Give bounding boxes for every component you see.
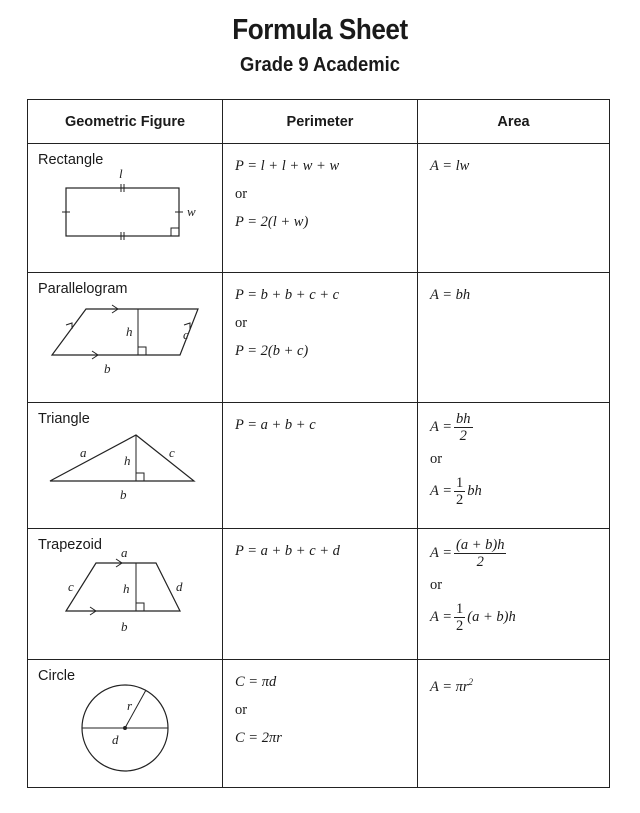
circle-diagram [28, 684, 221, 780]
fraction-denominator: 2 [456, 617, 464, 634]
label-d: d [112, 732, 119, 747]
area-formula [430, 668, 609, 696]
label-b: b [121, 619, 128, 634]
label-h: h [123, 581, 130, 596]
fraction-denominator: 2 [476, 553, 484, 570]
area-cell [418, 660, 610, 788]
or-text: or [235, 702, 248, 718]
area-formula: A = lw [430, 158, 470, 174]
area-fraction [454, 411, 473, 444]
parallelogram-diagram [28, 297, 221, 393]
perimeter-cell [223, 273, 418, 403]
formula-table [27, 99, 610, 788]
fraction-numerator: 1 [456, 474, 464, 491]
table-row-circle [28, 660, 610, 788]
area-cell [418, 529, 610, 660]
figure-name: Parallelogram [38, 281, 128, 297]
area-prefix-2: A = [430, 608, 453, 625]
label-l: l [119, 166, 123, 181]
figure-name: Triangle [38, 411, 90, 427]
area-cell [418, 403, 610, 529]
page-title: Formula Sheet [232, 14, 408, 46]
table-row-rectangle [28, 144, 610, 273]
perimeter-formula-1: P = a + b + c [235, 417, 316, 433]
label-c: c [68, 579, 74, 594]
area-formula-base: A = πr [430, 678, 469, 695]
rectangle-shape [66, 188, 179, 236]
perimeter-formula-1: P = l + l + w + w [235, 158, 340, 174]
label-h: h [126, 324, 133, 339]
perimeter-cell [223, 144, 418, 273]
table-row-parallelogram [28, 273, 610, 403]
label-r: r [127, 698, 133, 713]
table-row-triangle [28, 403, 610, 529]
label-d: d [176, 579, 183, 594]
perimeter-formula-1: P = b + b + c + c [235, 287, 340, 303]
figure-cell [28, 529, 223, 660]
area-fraction [454, 537, 506, 570]
figure-name: Trapezoid [38, 537, 102, 553]
area-prefix: A = [430, 544, 453, 561]
label-a: a [121, 545, 128, 560]
area-formula: A = bh [430, 287, 471, 303]
label-b: b [104, 361, 111, 376]
fraction-denominator: 2 [459, 427, 467, 444]
area-cell [418, 144, 610, 273]
header-geometric-figure: Geometric Figure [28, 100, 223, 144]
table-row-trapezoid [28, 529, 610, 660]
fraction-numerator: 1 [456, 600, 464, 617]
label-w: w [187, 204, 196, 219]
perimeter-formula-2: P = 2(b + c) [235, 343, 309, 359]
fraction-numerator: bh [456, 410, 471, 427]
label-c: c [183, 327, 189, 342]
parallelogram-shape [52, 309, 198, 355]
or-text: or [235, 315, 248, 331]
area-prefix: A = [430, 418, 453, 435]
label-b: b [120, 487, 127, 502]
figure-name: Rectangle [38, 152, 104, 168]
header-area: Area [418, 100, 610, 144]
area-cell [418, 273, 610, 403]
circumference-formula-1: C = πd [235, 674, 277, 690]
figure-name: Circle [38, 668, 76, 684]
area-suffix: (a + b)h [467, 608, 516, 625]
figure-cell [28, 144, 223, 273]
area-fraction-2 [454, 601, 465, 634]
circumference-formula-2: C = 2πr [235, 730, 282, 746]
area-suffix: bh [467, 482, 482, 499]
label-a: a [80, 445, 87, 460]
page-subtitle: Grade 9 Academic [240, 54, 400, 76]
area-prefix-2: A = [430, 482, 453, 499]
figure-cell [28, 273, 223, 403]
area-fraction-2 [454, 475, 465, 508]
label-h: h [124, 453, 131, 468]
triangle-diagram [28, 427, 221, 517]
fraction-numerator: (a + b)h [456, 536, 505, 553]
area-formula-exponent: 2 [468, 677, 474, 687]
perimeter-cell [223, 529, 418, 660]
perimeter-cell [223, 403, 418, 529]
or-text: or [430, 451, 443, 467]
label-c: c [169, 445, 175, 460]
or-text: or [235, 186, 248, 202]
or-text: or [430, 577, 443, 593]
rectangle-diagram [28, 168, 221, 258]
perimeter-formula-2: P = 2(l + w) [235, 214, 309, 230]
figure-cell [28, 403, 223, 529]
figure-cell [28, 660, 223, 788]
perimeter-formula-1: P = a + b + c + d [235, 543, 340, 559]
perimeter-cell [223, 660, 418, 788]
fraction-denominator: 2 [456, 491, 464, 508]
header-perimeter: Perimeter [223, 100, 418, 144]
